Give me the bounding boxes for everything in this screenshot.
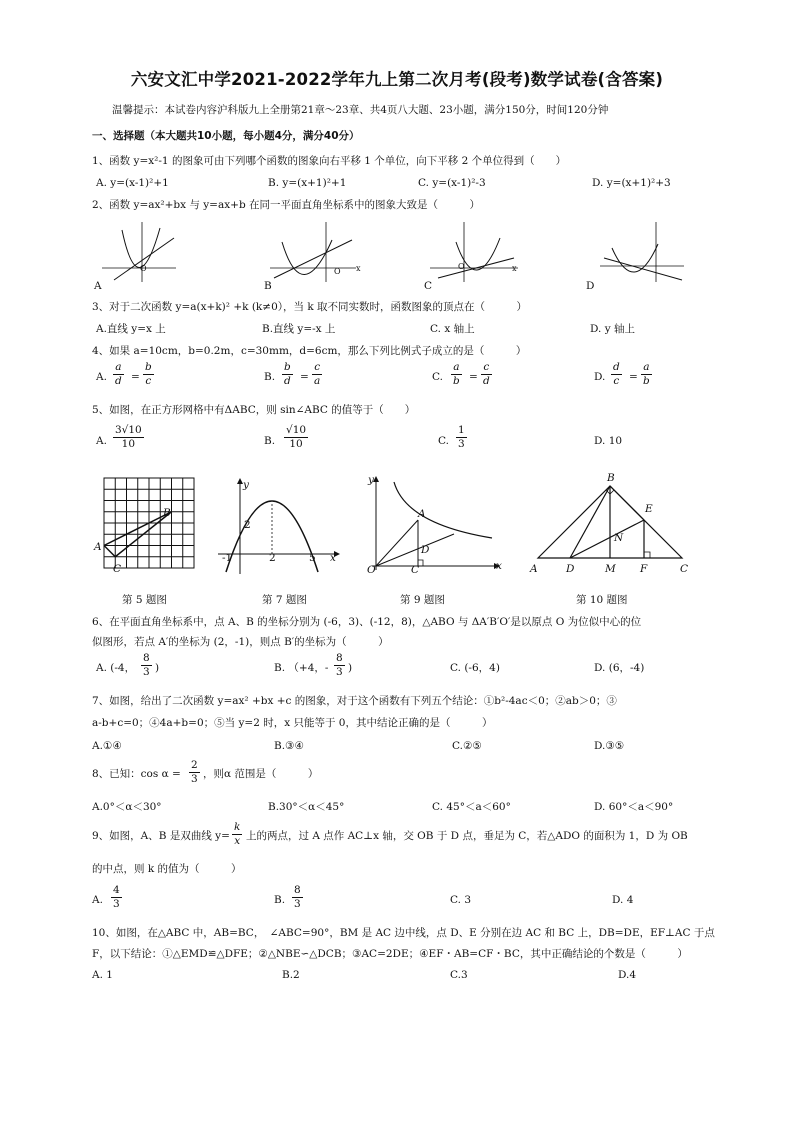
q5-option-d: D. 10 xyxy=(594,435,623,447)
q4-b-frac2: $\frac{c}{a}$ xyxy=(314,361,321,387)
q4-d-frac2: $\frac{a}{b}$ xyxy=(643,361,650,387)
q6-b-frac: $\frac{8}{3}$ xyxy=(336,652,343,678)
q10-option-c: C.3 xyxy=(450,969,468,981)
q6-option-b: B. （+4，- xyxy=(274,662,329,674)
q9-frac: $\frac{k}{x}$ xyxy=(234,821,241,847)
fig7-y: y xyxy=(243,479,249,491)
fig5-grid xyxy=(102,476,196,570)
q4-d-eq: = xyxy=(629,371,638,383)
q10-stem-line1: 10、如图，在△ABC 中，AB=BC， ∠ABC=90°，BM 是 AC 边中线，点 D、E 分别在边 AC 和 BC 上，DB=DE，EF⊥AC 于点 xyxy=(92,927,715,939)
q4-a-frac2: $\frac{b}{c}$ xyxy=(145,361,152,387)
q2-graph-b xyxy=(268,218,364,284)
q3-option-b: B.直线 y=-x 上 xyxy=(262,323,336,335)
q9-option-a: A. xyxy=(92,894,103,906)
fig7-tick-x5: 5 xyxy=(309,552,316,564)
q8-option-a: A.0°＜α＜30° xyxy=(92,801,162,813)
q4-d-frac1: $\frac{d}{c}$ xyxy=(613,361,620,387)
q9-stem: 9、如图，A、B 是双曲线 y= xyxy=(92,830,230,842)
q2-stem: 2、函数 y=ax²+bx 与 y=ax+b 在同一平面直角坐标系中的图象大致是（ ） xyxy=(92,199,481,211)
fig7-tick-2: 2 xyxy=(244,519,251,531)
q2-c-origin: O xyxy=(458,262,465,271)
q8-frac: $\frac{2}{3}$ xyxy=(191,759,198,785)
q2-b-origin: O xyxy=(334,267,341,276)
q6-b-close: ) xyxy=(348,662,353,674)
fig5-B: B xyxy=(163,507,171,519)
q2-c-x: x xyxy=(512,264,517,273)
fig10-A: A xyxy=(530,563,538,575)
fig5-A: A xyxy=(94,541,102,553)
q6-option-a: A. (-4， xyxy=(96,662,136,674)
q5-b-frac: $\frac{√10}{10}$ xyxy=(286,424,307,450)
q4-c-eq: = xyxy=(469,371,478,383)
q4-c-frac1: $\frac{a}{b}$ xyxy=(453,361,460,387)
fig9-O: O xyxy=(367,564,376,576)
q1-option-b: B. y=(x+1)²+1 xyxy=(268,177,347,189)
q10-option-a: A. 1 xyxy=(92,969,113,981)
q5-a-frac: $\frac{3√10}{10}$ xyxy=(115,424,142,450)
fig7-tick-x2: 2 xyxy=(269,552,276,564)
fig7-tick-m1: -1 xyxy=(222,552,233,564)
q5-c-frac: $\frac{1}{3}$ xyxy=(458,424,465,450)
q9-a-frac: $\frac{4}{3}$ xyxy=(113,884,120,910)
q5-option-b: B. xyxy=(264,435,276,447)
q7-stem-line2: a-b+c=0；④4a+b=0；⑤当 y=2 时，x 只能等于 0，其中结论正确的是（ ） xyxy=(92,717,493,729)
q4-option-d: D. xyxy=(594,371,606,383)
fig7-caption: 第 7 题图 xyxy=(262,594,307,606)
fig9-A: A xyxy=(418,508,426,520)
q9-option-b: B. xyxy=(274,894,286,906)
fig7-graph xyxy=(216,476,340,576)
q1-stem: 1、函数 y=x²-1 的图象可由下列哪个函数的图象向右平移 1 个单位，向下平移 2 个单位得到（ ） xyxy=(92,155,567,167)
fig9-caption: 第 9 题图 xyxy=(400,594,445,606)
q7-option-c: C.②⑤ xyxy=(452,740,482,752)
fig10-B: B xyxy=(607,472,615,484)
q2-graph-d xyxy=(598,218,688,284)
q10-stem-line2: F，以下结论：①△EMD≌△DFE；②△NBE∽△DCB；③AC=2DE；④EF・AB=CF・BC，其中正确结论的个数是（ ） xyxy=(92,948,688,960)
fig10-caption: 第 10 题图 xyxy=(576,594,628,606)
fig9-D: D xyxy=(421,544,430,556)
q4-b-frac1: $\frac{b}{d}$ xyxy=(284,361,291,387)
q7-option-a: A.①④ xyxy=(92,740,122,752)
q5-stem: 5、如图，在正方形网格中有ΔABC，则 sin∠ABC 的值等于（ ） xyxy=(92,404,416,416)
fig7-x: x xyxy=(330,552,336,564)
fig9-graph xyxy=(366,474,502,572)
q1-option-a: A. y=(x-1)²+1 xyxy=(96,177,169,189)
fig10-N: N xyxy=(614,532,624,544)
q10-option-d: D.4 xyxy=(618,969,637,981)
fig10-graph xyxy=(530,476,690,564)
q8-option-c: C. 45°＜a＜60° xyxy=(432,801,511,813)
fig5-caption: 第 5 题图 xyxy=(122,594,167,606)
q7-stem-line1: 7、如图，给出了二次函数 y=ax² +bx +c 的图象，对于这个函数有下列五个结论：①b²-4ac＜0；②ab＞0；③ xyxy=(92,695,617,707)
q4-c-frac2: $\frac{c}{d}$ xyxy=(483,361,490,387)
q3-option-d: D. y 轴上 xyxy=(590,323,635,335)
q9-stem-post: 上的两点，过 A 点作 AC⊥x 轴，交 OB 于 D 点，垂足为 C，若△ADO 的面积为 1，D 为 OB xyxy=(246,830,688,842)
q4-option-c: C. xyxy=(432,371,443,383)
q6-option-d: D. (6，-4) xyxy=(594,662,645,674)
q9-b-frac: $\frac{8}{3}$ xyxy=(294,884,301,910)
q2-a-origin: O xyxy=(140,264,147,273)
page-title: 六安文汇中学2021-2022学年九上第二次月考(段考)数学试卷(含答案) xyxy=(130,70,664,89)
q4-option-a: A. xyxy=(96,371,107,383)
section-heading: 一、选择题（本大题共10小题，每小题4分，满分40分） xyxy=(92,130,360,142)
q10-option-b: B.2 xyxy=(282,969,300,981)
fig9-C: C xyxy=(411,564,420,576)
q8-option-b: B.30°＜α＜45° xyxy=(268,801,345,813)
q5-option-a: A. xyxy=(96,435,107,447)
q4-a-frac1: $\frac{a}{d}$ xyxy=(115,361,122,387)
q4-option-b: B. xyxy=(264,371,276,383)
q2-label-c: C xyxy=(424,280,433,292)
fig10-D: D xyxy=(566,563,575,575)
q1-option-c: C. y=(x-1)²-3 xyxy=(418,177,486,189)
q3-option-a: A.直线 y=x 上 xyxy=(96,323,166,335)
q8-stem-post: ，则α 范围是（ ） xyxy=(203,768,319,780)
q3-stem: 3、对于二次函数 y=a(x+k)² +k (k≠0），当 k 取不同实数时，函数图象的顶点在（ ） xyxy=(92,301,528,313)
q9-option-c: C. 3 xyxy=(450,894,472,906)
q6-a-frac: $\frac{8}{3}$ xyxy=(143,652,150,678)
q6-stem-line2: 似图形，若点 A′的坐标为 (2，-1)，则点 B′的坐标为（ ） xyxy=(92,636,389,648)
q5-option-c: C. xyxy=(438,435,449,447)
q2-label-a: A xyxy=(94,280,102,292)
q7-option-d: D.③⑤ xyxy=(594,740,625,752)
fig9-y: y xyxy=(368,474,374,486)
q3-option-c: C. x 轴上 xyxy=(430,323,475,335)
q2-label-b: B xyxy=(264,280,272,292)
q4-stem: 4、如果 a=10cm，b=0.2m，c=30mm，d=6cm，那么下列比例式子成立的是（ ） xyxy=(92,345,527,357)
q2-label-d: D xyxy=(586,280,595,292)
q6-option-c: C. (-6，4) xyxy=(450,662,500,674)
q8-option-d: D. 60°＜a＜90° xyxy=(594,801,674,813)
q6-a-close: ) xyxy=(155,662,160,674)
fig5-C: C xyxy=(113,563,122,575)
exam-hint: 温馨提示：本试卷内容沪科版九上全册第21章～23章、共4页八大题、23小题，满分150分，时间120分钟 xyxy=(112,104,609,116)
q4-b-eq: = xyxy=(300,371,309,383)
fig10-C: C xyxy=(680,563,689,575)
fig10-F: F xyxy=(640,563,648,575)
fig9-x: x xyxy=(496,560,502,572)
fig10-M: M xyxy=(605,563,616,575)
q8-stem: 8、已知：cos α = xyxy=(92,768,181,780)
q7-option-b: B.③④ xyxy=(274,740,304,752)
q2-graph-c xyxy=(428,218,524,284)
q1-option-d: D. y=(x+1)²+3 xyxy=(592,177,671,189)
fig10-E: E xyxy=(645,503,653,515)
q9-stem-line2: 的中点，则 k 的值为（ ） xyxy=(92,863,242,875)
q2-b-x: x xyxy=(356,264,361,273)
q6-stem-line1: 6、在平面直角坐标系中，点 A、B 的坐标分别为 (-6，3)、(-12，8)，△ABO 与 ΔA′B′O′是以原点 O 为位似中心的位 xyxy=(92,616,642,628)
q4-a-eq: = xyxy=(131,371,140,383)
q9-option-d: D. 4 xyxy=(612,894,634,906)
